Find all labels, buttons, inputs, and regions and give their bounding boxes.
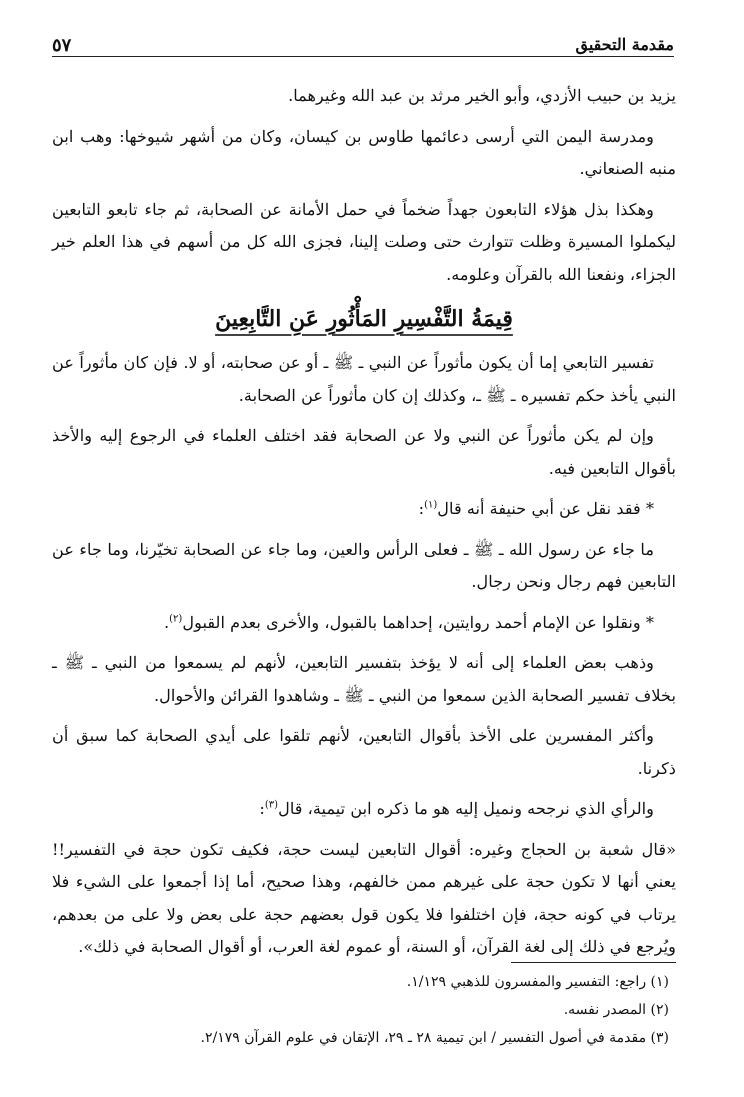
text: . (163, 612, 170, 632)
paragraph: وذهب بعض العلماء إلى أنه لا يؤخذ بتفسير التابعين، لأنهم لم يسمعوا من النبي ـ ﷺ ـ بخلاف تفسير الصحابة الذين سمعوا من النبي ـ ﷺ ـ وشاهدوا القرائن والأحوال. (52, 653, 676, 705)
footnote: (٢) المصدر نفسه. (563, 1002, 669, 1018)
paragraph: يزيد بن حبيب الأزدي، وأبو الخير مرثد بن عبد الله وغيرهما. (288, 86, 676, 105)
header-title: مقدمة التحقيق (575, 35, 674, 54)
text: * فقد نقل عن أبي حنيفة أنه قال (437, 499, 654, 518)
text: * ونقلوا عن الإمام أحمد روايتين، إحداهما بالقبول، والأخرى بعدم القبول (182, 612, 654, 632)
paragraph-ahmad (52, 607, 676, 640)
paragraph: تفسير التابعي إما أن يكون مأثوراً عن النبي ـ ﷺ ـ أو عن صحابته، أو لا. فإن كان مأثوراً عن النبي يأخذ حكم تفسيره ـ ﷺ ـ، وكذلك إن كان مأثوراً عن الصحابة. (52, 353, 676, 405)
text: : (418, 499, 425, 518)
footnote: (١) راجع: التفسير والمفسرون للذهبي ١/١٢٩. (406, 974, 669, 990)
paragraph: وإن لم يكن مأثوراً عن النبي ولا عن الصحابة فقد اختلف العلماء في الرجوع إليه والأخذ بأقوال التابعين فيه. (52, 426, 676, 478)
paragraph: وهكذا بذل هؤلاء التابعون جهداً ضخماً في حمل الأمانة عن الصحابة، ثم جاء تابعو التابعين ليكملوا المسيرة وظلت تتوارث حتى وصلت إلينا، فجزى الله كل من أسهم في هذا العلم خير الجزاء، ونفعنا الله بالقرآن وعلومه. (52, 199, 676, 284)
paragraph-abu-hanifa (52, 493, 676, 526)
text: والرأي الذي نرجحه ونميل إليه هو ما ذكره ابن تيمية، قال (278, 799, 654, 818)
paragraph-ibn-taymiyya (52, 793, 676, 826)
quote-paragraph: «قال شعبة بن الحجاج وغيره: أقوال التابعين ليست حجة، فكيف تكون حجة في التفسير!! يعني أنها لا تكون حجة على غيرهم ممن خالفهم، وهذا صحيح، أما إذا أجمعوا على الشيء فلا يرتاب في كونه حجة، فإن اختلفوا فلا يكون قول بعضهم حجة على بعض ولا على من بعدهم، ويُرجع في ذلك إلى لغة القرآن، أو السنة، أو عموم لغة العرب، أو أقوال الصحابة في ذلك». (52, 839, 676, 956)
footnote-ref: (٣) (264, 799, 279, 811)
paragraph: وأكثر المفسرين على الأخذ بأقوال التابعين، لأنهم تلقوا على أيدي الصحابة كما سبق أن ذكرنا. (52, 726, 676, 778)
footnote-ref: (٢) (169, 613, 183, 625)
section-heading: قِيمَةُ التَّفْسِيرِ المَأْثُورِ عَنِ التَّابِعِينَ (215, 306, 513, 332)
footnote-separator (511, 962, 676, 963)
text: : (259, 799, 265, 818)
running-header (52, 30, 674, 57)
footnote-ref: (١) (424, 499, 438, 511)
page-number: ٥٧ (52, 35, 72, 56)
quote-paragraph: ما جاء عن رسول الله ـ ﷺ ـ فعلى الرأس والعين، وما جاء عن الصحابة تخيّرنا، وما جاء عن التابعين فهم رجال ونحن رجال. (52, 539, 676, 591)
footnote: (٣) مقدمة في أصول التفسير / ابن تيمية ٢٨ ـ ٢٩، الإتقان في علوم القرآن ٢/١٧٩. (200, 1030, 669, 1046)
footnotes (52, 968, 669, 1052)
paragraph: ومدرسة اليمن التي أرسى دعائمها طاوس بن كيسان، وكان من أشهر شيوخها: وهب ابن منبه الصنعاني. (52, 126, 676, 178)
main-text (52, 80, 676, 972)
